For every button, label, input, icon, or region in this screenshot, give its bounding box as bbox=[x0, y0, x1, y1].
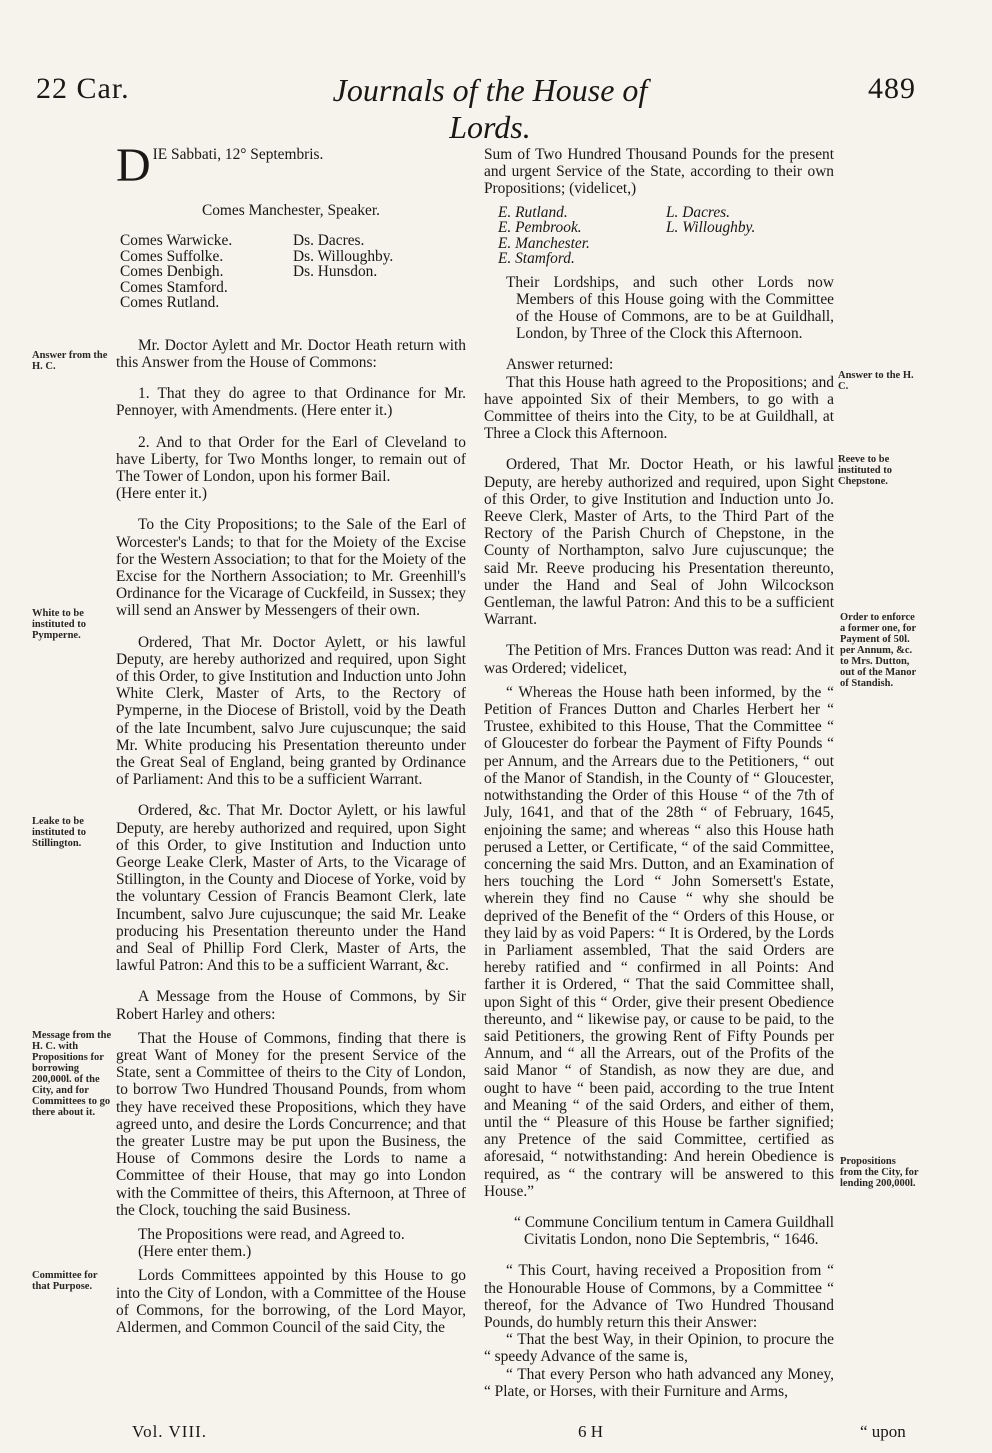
margin-note-message: Message from the H. C. with Propositions for borrowing 200,000l. of the City, and for Committees to go there about it. bbox=[32, 1030, 112, 1118]
best-way: “ That the best Way, in their Opinion, to procure the “ speedy Advance of the same is, bbox=[484, 1331, 834, 1366]
date-line: DIE Sabbati, 12° Septembris. bbox=[116, 139, 324, 192]
court-answer: “ This Court, having received a Proposition from “ the Honourable House of Commons, by a Committee “ thereof, for the Advance of Two Hundred Thousand Pounds, do humbly return this their Answer: bbox=[484, 1262, 834, 1331]
continuation-paragraph: Sum of Two Hundred Thousand Pounds for the present and urgent Service of the State, according to their own Propositions; (videlicet,) bbox=[484, 146, 834, 198]
margin-note-leake: Leake to be instituted to Stillington. bbox=[32, 816, 86, 849]
dutton-petition: The Petition of Mrs. Frances Dutton was read: And it was Ordered; videlicet, bbox=[484, 642, 834, 677]
lords-committees-paragraph: Lords Committees appointed by this House to go into the City of London, with a Committee of the House of Commons, for the borrowing, of the Lord Mayor, Aldermen, and Common Council of the said City, the bbox=[116, 1267, 466, 1337]
running-head-regnal-year: 22 Car. bbox=[36, 72, 130, 105]
margin-note-propositions-city: Propositions from the City, for lending 200,000l. bbox=[840, 1156, 919, 1189]
answer-returned-body: That this House hath agreed to the Propositions; and have appointed Six of their Members, to go with a Committee of theirs into the City, to be at Guildhall, at Three a Clock this Afternoon. bbox=[484, 373, 834, 443]
catchword: “ upon bbox=[860, 1422, 906, 1441]
margin-note-reeve: Reeve to be instituted to Chepstone. bbox=[838, 454, 892, 487]
drop-cap: D bbox=[116, 139, 151, 192]
committee-lords bbox=[484, 205, 834, 267]
answer-item-1: 1. That they do agree to that Ordinance for Mr. Pennoyer, with Amendments. (Here enter it.) bbox=[116, 385, 466, 420]
page-number: 489 bbox=[868, 72, 916, 105]
every-person: “ That every Person who hath advanced any Money, “ Plate, or Horses, with their Furniture and Arms, bbox=[484, 1365, 834, 1400]
dutton-order-quote: “ Whereas the House hath been informed, by the “ Petition of Frances Dutton and Charles Herbert her “ Trustee, exhibited to this House, That the Committee “ of Gloucester do forbear the Payment of Fifty Pounds “ per Annum, and the Arrears due to the Petitioners, “ out of the Manor of Standish, in the County of “ Gloucester, notwithstanding the Order of this House “ of the 7th of July, 1641, and that of the 28th “ of February, 1645, enjoining the same; and whereas “ also this House hath perused a Letter, or Certificate, “ of the said Committee, concerning the said Mrs. Dutton, and an Examination of hers touching the Lord “ John Somersett's Estate, wherein they find no Cause “ why she should be deprived of the Benefit of the “ Orders of this House, or they laid by as void Papers: “ It is Ordered, by the Lords in Parliament assembled, That the said Orders are hereby ratified and “ confirmed in all Points: And farther it is Ordered, “ That the said Committee shall, upon Sight of this “ Order, give their present Obedience thereunto, and “ likewise pay, or cause to be paid, to the said Petitioners, the growing Rent of Fifty Pounds per Annum, and “ all the Arrears, out of the Profits of the said Manor “ of Standish, as now they are due, and ought to have “ been paid, according to the true Intent and Meaning “ of the said Orders, and either of them, until the “ Pleasure of this House be farther signified; any Pretence of the said Committee, certified as aforesaid, “ notwithstanding: And herein Obedience is required, as “ the contrary will be answered to this House.” bbox=[484, 683, 834, 1200]
lords-present-barons: Ds. Dacres. Ds. Willoughby. Ds. Hunsdon. bbox=[293, 232, 394, 281]
right-column bbox=[484, 146, 834, 1400]
lords-present bbox=[116, 233, 466, 311]
propositions-read: The Propositions were read, and Agreed to. bbox=[138, 1226, 405, 1244]
margin-note-dutton: Order to enforce a former one, for Payment of 50l. per Annum, &c. to Mrs. Dutton, out of the Manor of Standish. bbox=[840, 612, 917, 689]
lords-present-earls: Comes Warwicke. Comes Suffolke. Comes Denbigh. Comes Stamford. Comes Rutland. bbox=[120, 232, 233, 312]
left-column bbox=[116, 139, 466, 1337]
signature-mark: 6 H bbox=[578, 1422, 604, 1441]
committee-barons: L. Dacres. L. Willoughby. bbox=[666, 203, 756, 237]
lordships-paragraph: Their Lordships, and such other Lords now Members of this House going with the Committee of the House of Commons, are to be at Guildhall, London, by Three of the Clock this Afternoon. bbox=[506, 273, 834, 343]
answer-intro: Mr. Doctor Aylett and Mr. Doctor Heath return with this Answer from the House of Commons: bbox=[116, 336, 466, 371]
commune-concilium-heading: “ Commune Concilium tentum in Camera Guildhall Civitatis London, nono Die Septembris, “ 1646. bbox=[514, 1213, 834, 1249]
answer-returned-label: Answer returned: bbox=[506, 356, 614, 374]
propositions-note: (Here enter them.) bbox=[138, 1243, 252, 1261]
committee-earls: E. Rutland. E. Pembrook. E. Manchester. E. Stamford. bbox=[498, 203, 590, 268]
running-head-title: Journals of the House of Lords. bbox=[332, 72, 648, 145]
reeve-order: Ordered, That Mr. Doctor Heath, or his lawful Deputy, are hereby authorized and required, upon Sight of this Order, to give Institution and Induction unto Jo. Reeve Clerk, Master of Arts, to the Third Part of the Rectory of the Parish Church of Chepstone, in the County of Northampton, salvo Jure cujuscunque; the said Mr. Reeve producing his Presentation thereunto, under the Hand and Seal of John Wilcockson Gentleman, the lawful Patron: And this to be a sufficient Warrant. bbox=[484, 456, 834, 629]
volume-footer: Vol. VIII. bbox=[132, 1422, 208, 1441]
city-propositions-paragraph: To the City Propositions; to the Sale of the Earl of Worcester's Lands; to that for the Moiety of the Excise for the Western Association; to that for the Moiety of the Excise for the Northern Association; to Mr. Greenhill's Ordinance for the Vicarage of Cuckfeild, in Sussex; they will send an Answer by Messengers of their own. bbox=[116, 516, 466, 620]
white-order: Ordered, That Mr. Doctor Aylett, or his lawful Deputy, are hereby authorized and required, upon Sight of this Order, to give Institution and Induction unto John White Clerk, Master of Arts, to the Rectory of Pymperne, in the Diocese of Bristoll, void by the Death of the late Incumbent, salvo Jure cujuscunque; the said Mr. White producing his Presentation thereunto under the Great Seal of England, being granted by Ordinance of Parliament: And this to be a sufficient Warrant. bbox=[116, 633, 466, 789]
margin-note-answer-to-hc: Answer to the H. C. bbox=[838, 370, 914, 392]
margin-note-answer-from-hc: Answer from the H. C. bbox=[32, 350, 108, 372]
leake-order: Ordered, &c. That Mr. Doctor Aylett, or his lawful Deputy, are hereby authorized and required, upon Sight of this Order, to give Institution and Induction unto George Leake Clerk, Master of Arts, to the Vicarage of Stillington, in the County and Diocese of Yorke, void by the voluntary Cession of Francis Beamont Clerk, late Incumbent, salvo Jure cujuscunque; the said Mr. Leake producing his Presentation thereunto under the Hand and Seal of Phillip Ford Clerk, Master of Arts, the lawful Patron: And this to be a sufficient Warrant, &c. bbox=[116, 802, 466, 975]
message-intro: A Message from the House of Commons, by Sir Robert Harley and others: bbox=[116, 988, 466, 1023]
speaker-line: Comes Manchester, Speaker. bbox=[201, 202, 381, 219]
answer-item-2: 2. And to that Order for the Earl of Cleveland to have Liberty, for Two Months longer, to remain out of The Tower of London, upon his former Bail. bbox=[116, 433, 466, 485]
margin-note-committee: Committee for that Purpose. bbox=[32, 1270, 98, 1292]
margin-note-white: White to be instituted to Pymperne. bbox=[32, 608, 86, 641]
message-body: That the House of Commons, finding that there is great Want of Money for the present Service of the State, sent a Committee of theirs to the City of London, to borrow Two Hundred Thousand Pounds, from whom they have received these Propositions, which they have agreed unto, and desire the Lords Concurrence; and that the greater Lustre may be put upon the Business, the House of Commons desire the Lords to name a Committee of their House, that may go into London with the Committee of theirs, this Afternoon, at Three of the Clock, touching the said Business. bbox=[116, 1029, 466, 1219]
answer-item-2-note: (Here enter it.) bbox=[116, 485, 208, 503]
